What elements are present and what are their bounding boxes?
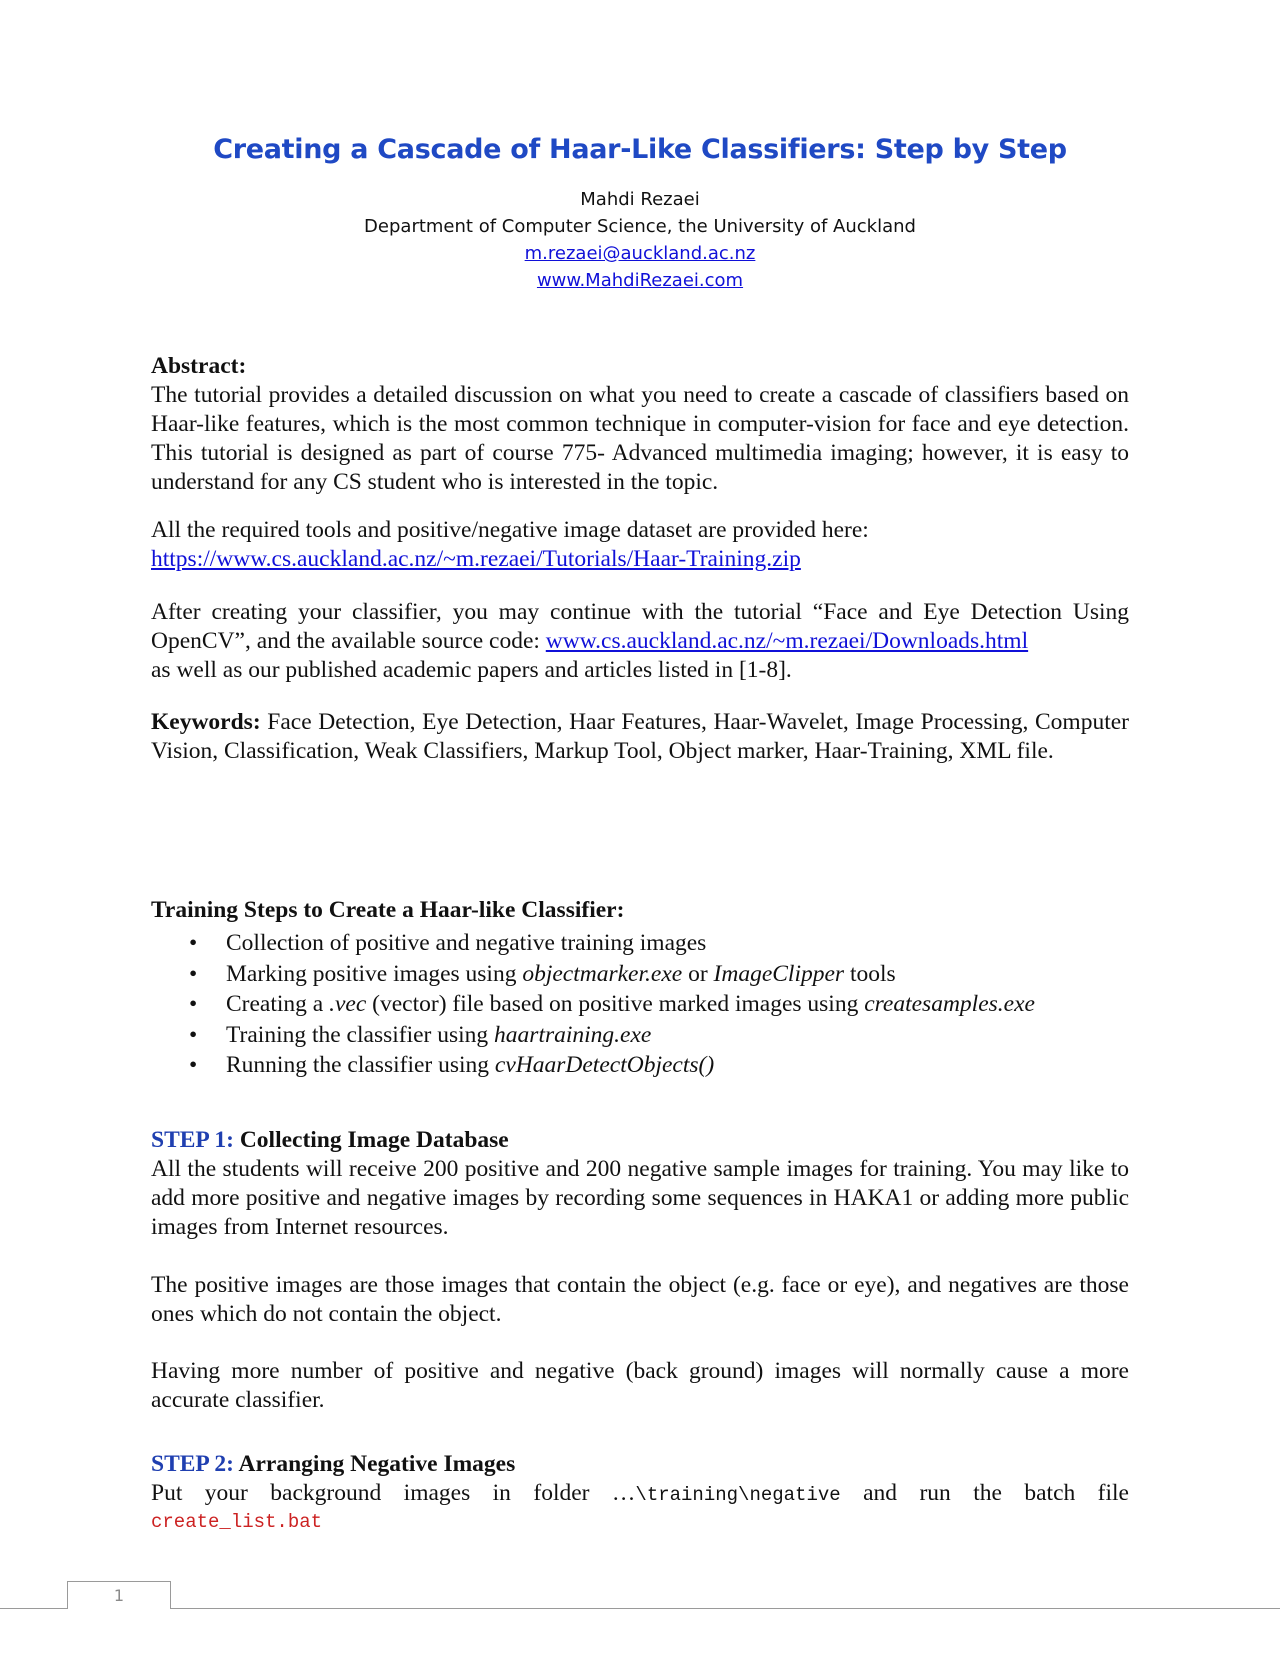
step1-title: Collecting Image Database	[233, 1127, 509, 1153]
step2-section	[151, 1450, 1129, 1532]
abstract-heading: Abstract:	[151, 353, 247, 379]
keywords-paragraph	[151, 708, 1129, 766]
author-website-link[interactable]: www.MahdiRezaei.com	[536, 270, 744, 291]
step1-paragraph-2-block	[151, 1271, 1129, 1329]
tools-paragraph	[151, 516, 1129, 574]
continue-paragraph	[151, 598, 1129, 685]
footer-divider	[0, 1608, 1280, 1609]
list-item: • Training the classifier using haartraining.exe	[151, 1020, 1129, 1051]
continue-text-2: as well as our published academic papers and articles listed in [1-8].	[151, 657, 792, 683]
page-number: 1	[67, 1581, 171, 1609]
abstract-body: The tutorial provides a detailed discussion on what you need to create a cascade of classifiers based on Haar-like features, which is the most common technique in computer-vision for face and eye detection. This tutorial is designed as part of course 775- Advanced multimedia imaging; however, it is easy to understand for any CS student who is interested in the topic.	[151, 382, 1129, 495]
step2-text-2: and run the batch file	[840, 1480, 1129, 1506]
step2-label: STEP 2:	[151, 1451, 234, 1477]
step1-paragraph-2: The positive images are those images that contain the object (e.g. face or eye), and negatives are those ones which do not contain the object.	[151, 1272, 1129, 1327]
tools-download-link[interactable]: https://www.cs.auckland.ac.nz/~m.rezaei/Tutorials/Haar-Training.zip	[151, 546, 801, 572]
training-heading-block	[151, 896, 1129, 925]
continue-text: After creating your classifier, you may continue with the tutorial “Face and Eye Detection Using OpenCV”, and the available source code:	[151, 599, 1129, 654]
negative-folder-path: \training\negative	[635, 1484, 841, 1506]
paper-title: Creating a Cascade of Haar-Like Classifiers: Step by Step	[213, 134, 1067, 165]
tools-text: All the required tools and positive/negative image dataset are provided here:	[151, 517, 869, 543]
step1-paragraph-3: Having more number of positive and negative (back ground) images will normally cause a more accurate classifier.	[151, 1358, 1129, 1413]
keywords-text: Face Detection, Eye Detection, Haar Features, Haar-Wavelet, Image Processing, Computer Vision, Classification, Weak Classifiers, Markup Tool, Object marker, Haar-Training, XML file.	[151, 709, 1129, 764]
abstract-section	[151, 352, 1129, 497]
training-heading: Training Steps to Create a Haar-like Classifier:	[151, 897, 625, 923]
list-item: • Collection of positive and negative training images	[151, 928, 1129, 959]
step1-section	[151, 1126, 1129, 1242]
list-item: • Running the classifier using cvHaarDetectObjects()	[151, 1050, 1129, 1081]
keywords-label: Keywords:	[151, 709, 261, 735]
author-name: Mahdi Rezaei	[580, 189, 700, 210]
author-affiliation: Department of Computer Science, the University of Auckland	[364, 216, 916, 237]
step2-title: Arranging Negative Images	[233, 1451, 516, 1477]
batch-file-name: create_list.bat	[151, 1511, 323, 1533]
step1-label: STEP 1:	[151, 1127, 234, 1153]
step1-paragraph-3-block	[151, 1357, 1129, 1415]
downloads-link[interactable]: www.cs.auckland.ac.nz/~m.rezaei/Downloads.html	[545, 628, 1029, 654]
training-steps-list	[151, 928, 1129, 1081]
step2-text: Put your background images in folder …	[151, 1480, 636, 1506]
list-item: • Marking positive images using objectmarker.exe or ImageClipper tools	[151, 959, 1129, 990]
step1-paragraph-1: All the students will receive 200 positive and 200 negative sample images for training. You may like to add more positive and negative images by recording some sequences in HAKA1 or adding more public images from Internet resources.	[151, 1156, 1129, 1240]
author-email-link[interactable]: m.rezaei@auckland.ac.nz	[524, 243, 756, 264]
list-item: • Creating a .vec (vector) file based on positive marked images using createsamples.exe	[151, 989, 1129, 1020]
